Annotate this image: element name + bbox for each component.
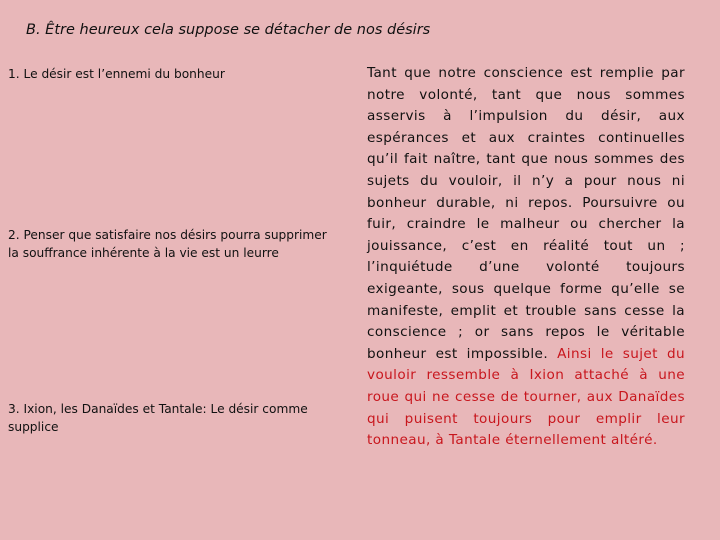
point-2: 2. Penser que satisfaire nos désirs pourra supprimer la souffrance inhérente à la vie est un leurre: [8, 228, 327, 260]
point-3: 3. Ixion, les Danaïdes et Tantale: Le désir comme supplice: [8, 402, 308, 434]
quote-main-text: Tant que notre conscience est remplie par notre volonté, tant que nous sommes asservis à l’impulsion du désir, aux espérances et aux craintes continuelles qu’il fait naître, tant que nous sommes des sujets du vouloir, il n’y a pour nous ni bonheur durable, ni repos. Poursuivre ou fuir, craindre le malheur ou chercher la jouissance, c’est en réalité tout un ; l’inquiétude d’une volonté toujours exigeante, sous quelque forme qu’elle se manifeste, emplit et trouble sans cesse la conscience ; or sans repos le véritable bonheur est impossible.: [367, 65, 685, 362]
quote-highlight-text: Ainsi le sujet du vouloir ressemble à Ixion attaché à une roue qui ne cesse de tourner, aux Danaïdes qui puisent toujours pour emplir leur tonneau, à Tantale éternellement altéré.: [367, 345, 685, 449]
slide-title: B. Être heureux cela suppose se détacher de nos désirs: [26, 22, 431, 38]
point-1: 1. Le désir est l’ennemi du bonheur: [8, 67, 225, 81]
quote-paragraph: [367, 63, 685, 452]
